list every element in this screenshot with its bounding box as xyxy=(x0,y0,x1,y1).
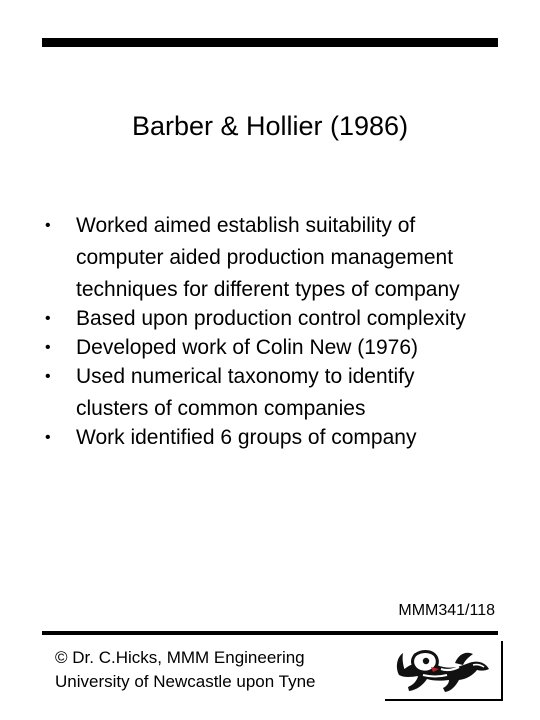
heraldic-lion-crest-icon xyxy=(393,645,497,697)
top-rule xyxy=(42,38,498,47)
slide-code: MMM341/118 xyxy=(398,602,495,619)
list-item xyxy=(45,303,485,335)
bullet-text: Developed work of Colin New (1976) xyxy=(76,336,418,359)
slide-title: Barber & Hollier (1986) xyxy=(131,111,409,141)
bullet-dot: • xyxy=(45,310,51,327)
bullet-text: Work identified 6 groups of company xyxy=(76,426,417,449)
footer-line-university: University of Newcastle upon Tyne xyxy=(55,672,316,691)
bullet-text: Worked aimed establish suitability of computer aided production management techniques for different types of company xyxy=(76,214,460,301)
footer-credit xyxy=(55,646,315,694)
list-item xyxy=(45,361,485,425)
bullet-dot: • xyxy=(45,217,51,234)
bullet-text: Based upon production control complexity xyxy=(76,307,466,330)
list-item xyxy=(45,210,485,306)
footer-line-copyright: © Dr. C.Hicks, MMM Engineering xyxy=(55,648,305,667)
university-logo xyxy=(385,641,503,701)
list-item xyxy=(45,422,485,454)
bullet-dot: • xyxy=(45,368,51,385)
list-item xyxy=(45,332,485,364)
bullet-list xyxy=(45,210,485,451)
bullet-text: Used numerical taxonomy to identify clusters of common companies xyxy=(76,365,415,420)
bullet-dot: • xyxy=(45,429,51,446)
bottom-rule xyxy=(42,631,498,635)
bullet-dot: • xyxy=(45,339,51,356)
